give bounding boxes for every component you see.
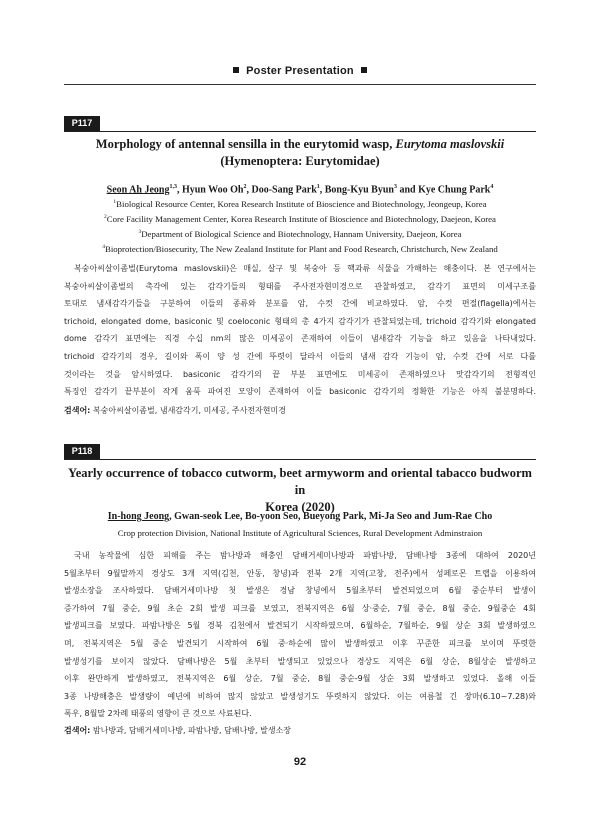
- abstract-line: 발생성기를 보이지 않았다. 담배나방은 5월 초부터 발생되고 있었으나 경상도 지역은 6월 상순, 8월상순 발생하고: [64, 656, 536, 666]
- abstract-line: 국내 농작물에 심한 피해를 주는 밤나방과 해충인 담배거세미나방과 파밤나방, 담배나방 3종에 대하여 2020년: [74, 551, 536, 560]
- poster-abstract: [64, 547, 536, 723]
- affiliation-line: $^3$Department of Biological Science and Biotechnology, Hannam University, Daejeon, Korea: [138, 228, 462, 239]
- poster-divider: [64, 459, 536, 460]
- abstract-line: 발생소장을 조사하였다. 담배거세미나방 첫 발생은 경남 창녕에서 5월초부터 발견되었으며 6월 중순부터 발생이: [64, 586, 536, 596]
- abstract-line: 복숭아씨살이좀벌의 촉각에 있는 감각기들의 형태를 주사전자현미경으로 관찰하였고, 감각기 표면의 미세구조를: [64, 281, 536, 291]
- poster-id-badge: P118: [64, 444, 100, 459]
- keywords-value: 밤나방과, 담배거세미나방, 파밤나방, 담배나방, 발생소장: [90, 726, 292, 735]
- poster-affiliation: Crop protection Division, National Institute of Agricultural Sciences, Rural Development Adminstraion: [117, 528, 483, 538]
- poster-id-badge: P117: [64, 116, 100, 131]
- poster-divider: [64, 131, 536, 132]
- poster-title-line: Yearly occurrence of tobacco cutworm, beet armyworm and oriental tabacco budworm in: [68, 466, 532, 497]
- poster-title-line: (Hymenoptera: Eurytomidae): [220, 154, 380, 168]
- square-bullet-icon: [361, 67, 367, 73]
- abstract-line: 특징인 감각기 끝부분이 작게 움푹 파여진 모양이 존재하여 이들 basiconic 감각기의 정확한 기능은 아직 불분명하다.: [64, 387, 536, 397]
- poster-title-line: Morphology of antennal sensilla in the eurytomid wasp, Eurytoma maslovskii: [95, 137, 505, 151]
- poster-affiliations: [60, 196, 540, 256]
- poster-authors: In-hong Jeong, Gwan-seok Lee, Bo-yoon Seo, Bueyong Park, Mi-Ja Seo and Jum-Rae Cho: [107, 511, 493, 522]
- abstract-line: 이후 완만하게 발생하였고, 전북지역은 6월 상순, 7월 중순, 8월 중순-9월 상순 3회 발생하고 있었다. 올해 이들: [64, 674, 536, 684]
- author-name: Hyun Woo Oh: [181, 184, 244, 196]
- poster-keywords: [64, 724, 536, 738]
- abstract-line: trichoid 감각기의 경우, 길이와 폭이 양 성 간에 뚜렷이 달라서 이들의 냄새 감각 기능이 암, 수컷 간에 서로 다를: [64, 351, 536, 361]
- affiliation-line: $^4$Bioprotection/Biosecurity, The New Zealand Institute for Plant and Food Research, Christchurch, New Zealand: [102, 243, 498, 254]
- affiliation-line: $^2$Core Facility Management Center, Korea Research Institute of Bioscience and Biotechnology, Daejeon, Korea: [104, 213, 496, 224]
- poster-title-line: Korea (2020): [265, 500, 335, 514]
- abstract-line: 복숭아씨살이좀벌(Eurytoma maslovskii)은 매실, 살구 및 복숭아 등 핵과류 식물을 가해하는 해충이다. 본 연구에서는: [74, 264, 536, 273]
- keywords-value: 복숭아씨살이좀벌, 냄새감각기, 미세공, 주사전자현미경: [90, 406, 286, 415]
- author-name: Doo-Sang Park: [251, 184, 317, 196]
- author-list: Gwan-seok Lee, Bo-yoon Seo, Bueyong Park, Mi-Ja Seo and Jum-Rae Cho: [174, 511, 493, 522]
- abstract-line: 며, 전북지역은 5월 중순 발견되기 시작하여 6월 중·하순에 많이 발생하였고 이후 꾸준한 피크를 보이며 뚜렷한: [64, 638, 536, 648]
- abstract-line: dome 감각기 표면에는 직경 수십 nm의 많은 미세공이 존재하여 이들이 냄새감각 기능을 하고 있음을 나타내었다.: [64, 334, 536, 344]
- affiliation-line: $^1$Biological Resource Center, Korea Research Institute of Bioscience and Biotechnology, Jeongeup, Korea: [113, 198, 487, 209]
- page-number: 92: [293, 756, 307, 768]
- poster-authors: Seon Ah Jeong$^{1,3}$, Hyun Woo Oh$^2$, Doo-Sang Park$^1$, Bong-Kyu Byun$^3$ and Kye Chung Park$^4$: [106, 184, 494, 196]
- author-name: In-hong Jeong: [107, 511, 170, 522]
- abstract-line: 증가하여 7월 중순, 9월 초순 2회 발생 피크를 보였고, 전북지역은 6월 상·중순, 7월 중순, 8월 중순, 9월중순 4회: [64, 603, 536, 613]
- square-bullet-icon: [233, 67, 239, 73]
- poster-abstract: [64, 260, 536, 401]
- section-header: [0, 65, 600, 77]
- abstract-line: 3종 나방해충은 발생량이 예년에 비하여 많지 않았고 발생성기도 뚜렷하지 않았다. 이는 여름철 긴 장마(6.10~7.28)와: [64, 691, 536, 701]
- abstract-line: 5월초부터 9월말까지 경상도 3개 지역(김천, 안동, 창녕)과 전북 2개 지역(고창, 전주)에서 성페로몬 트랩을 이용하여: [64, 568, 536, 578]
- abstract-line: 것이라는 것을 암시하였다. basiconic 감각기의 끝 부분 표면에도 미세공이 존재하였으나 맛감각기의 전형적인: [64, 369, 536, 379]
- author-name: Bong-Kyu Byun: [324, 184, 394, 196]
- header-divider: [64, 84, 536, 85]
- section-header-title: Poster Presentation: [246, 65, 354, 77]
- author-name: Kye Chung Park: [418, 184, 491, 196]
- abstract-line: 폭우, 8월말 2차례 태풍의 영향이 큰 것으로 사료된다.: [64, 709, 252, 719]
- author-name: Seon Ah Jeong: [106, 184, 170, 196]
- abstract-line: trichoid, elongated dome, basiconic 및 coeloconic 형태의 총 4가지 감각기가 관찰되었는데, trichoid 감각기와 elongated: [64, 316, 536, 326]
- abstract-line: 발생피크를 보였다. 파밤나방은 5월 경북 김천에서 발견되기 시작하였으며, 6월하순, 7월하순, 9월 상순 3회 발생하였으: [64, 621, 536, 631]
- keywords-label: 검색어:: [64, 406, 91, 415]
- poster-title: [64, 465, 536, 516]
- abstract-line: 토대로 냄새감각기들을 구분하여 이들의 종류와 분포를 암, 수컷 간에 비교하였다. 암, 수컷 편절(flagella)에서는: [64, 299, 536, 309]
- keywords-label: 검색어:: [64, 726, 91, 735]
- poster-keywords: [64, 404, 536, 418]
- poster-title: [64, 136, 536, 170]
